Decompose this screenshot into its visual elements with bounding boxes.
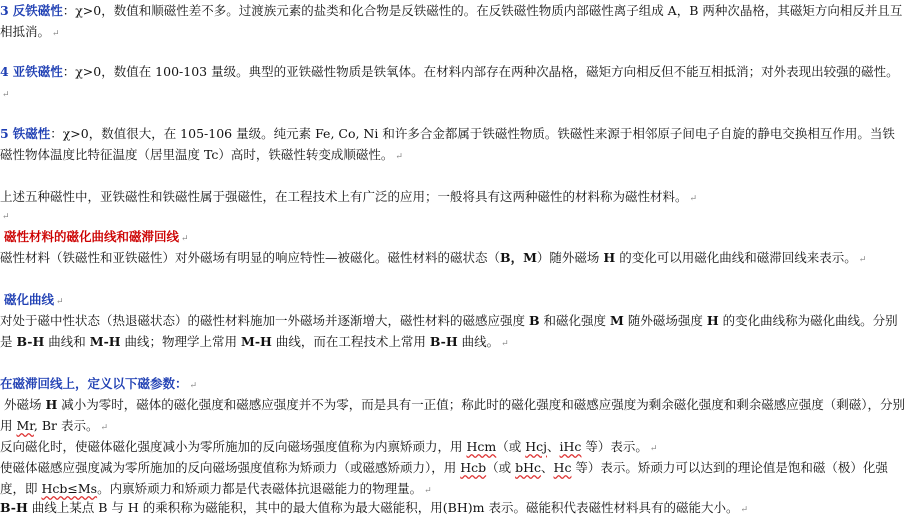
paragraph-mark: ↵ xyxy=(2,90,10,100)
mh-curve-label: M-H xyxy=(241,334,272,349)
coercivity-inequality: Hcb≤Ms xyxy=(41,481,98,496)
paragraph-mark: ↵ xyxy=(52,29,60,39)
curve-text-a: 对处于磁中性状态（热退磁状态）的磁性材料施加一外磁场并逐渐增大，磁性材料的磁感应强度 xyxy=(0,313,529,328)
symbol-hcm: Hcm xyxy=(466,439,497,454)
paragraph-mark: ↵ xyxy=(189,381,198,391)
mh-curve-label: M-H xyxy=(89,334,121,349)
intro-h: H xyxy=(603,250,616,265)
paragraph-mark: ↵ xyxy=(689,194,698,204)
paragraph-text: ：χ>0，数值很大，在 105-106 量级。纯元素 Fe, Co, Ni 和许多合金都属于铁磁性物质。铁磁性来源于相邻原子间电子自旋的静电交换相互作用。当铁磁性物体温度比特征温度（居里温度 Tc）高时，铁磁性转变成顺磁性。 xyxy=(0,126,895,162)
bh-curve-label: B-H xyxy=(429,334,458,349)
term-ferromagnetism: 铁磁性 xyxy=(12,126,51,141)
bh-curve-label: B-H xyxy=(16,334,45,349)
subsection-heading: 磁化曲线 xyxy=(4,292,55,307)
hys2-text-b: （或 xyxy=(496,439,526,454)
symbol-bhm: (BH)m xyxy=(442,500,485,515)
paragraph-summary xyxy=(0,186,906,210)
symbol-mr: Mr xyxy=(16,418,34,433)
curve-text-g: 曲线，而在工程技术上常用 xyxy=(271,334,430,349)
paragraph-antiferromagnetism xyxy=(0,0,906,45)
subsection-heading: 在磁滞回线上，定义以下磁参数： xyxy=(0,376,188,391)
paragraph-mark: ↵ xyxy=(181,234,189,244)
symbol-b: B xyxy=(528,313,540,328)
hys2-text-d: 等）表示。 xyxy=(581,439,648,454)
curve-text-f: 曲线；物理学上常用 xyxy=(120,334,242,349)
paragraph-mark: ↵ xyxy=(858,255,867,265)
hys1-text-c: , Br 表示。 xyxy=(33,418,99,433)
symbol-ihc: iHc xyxy=(559,439,582,454)
curve-text-h: 曲线。 xyxy=(457,334,500,349)
symbol-hcb: Hcb xyxy=(460,460,487,475)
hys2-text-a: 反向磁化时，使磁体磁化强度减小为零所施加的反向磁场强度值称为内禀矫顽力，用 xyxy=(0,439,467,454)
empty-paragraph xyxy=(0,208,906,224)
hys3-text-d: 等）表示。矫顽力可以达到的理论值是饱和磁（极）化强度，即 xyxy=(0,460,888,496)
paragraph-text: ：χ>0，数值在 100-103 量级。典型的亚铁磁性物质是铁氧体。在材料内部存在两种次晶格，磁矩方向相反但不能互相抵消；对外表现出较强的磁性。 xyxy=(62,64,899,79)
intro-text-b: ）随外磁场 xyxy=(536,250,604,265)
intro-bm: B，M xyxy=(500,250,537,265)
hys1-text-b: 减小为零时，磁体的磁化强度和磁感应强度并不为零，而是具有一正值；称此时的磁化强度和磁感应强度为剩余磁化强度和剩余磁感应强度（剩磁），分别用 xyxy=(0,397,906,433)
symbol-m: M xyxy=(610,313,624,328)
paragraph-remanence xyxy=(0,394,906,439)
item-number: 4 xyxy=(0,64,9,79)
paragraph-mark: ↵ xyxy=(395,152,403,162)
term-antiferromagnetism: 反铁磁性 xyxy=(12,3,63,18)
hys2-text-c: 、 xyxy=(547,439,560,454)
symbol-hc: Hc xyxy=(553,460,572,475)
paragraph-mark: ↵ xyxy=(2,212,10,222)
intro-text-a: 磁性材料（铁磁性和亚铁磁性）对外磁场有明显的响应特性—被磁化。磁性材料的磁状态（ xyxy=(0,250,501,265)
symbol-hcj: Hcj xyxy=(525,439,548,454)
term-ferrimagnetism: 亚铁磁性 xyxy=(12,64,63,79)
symbol-h: H xyxy=(706,313,719,328)
intro-text-c: 的变化可以用磁化曲线和磁滞回线来表示。 xyxy=(615,250,857,265)
hys3-text-e: 。内禀矫顽力和矫顽力都是代表磁体抗退磁能力的物理量。 xyxy=(97,481,423,496)
curve-text-e: 曲线和 xyxy=(44,334,90,349)
paragraph-intro xyxy=(0,247,906,271)
hys3-text-a: 使磁体磁感应强度减为零所施加的反向磁场强度值称为矫顽力（或磁感矫顽力），用 xyxy=(0,460,461,475)
paragraph-energy-product xyxy=(0,497,906,521)
paragraph-coercivity xyxy=(0,457,906,502)
curve-text-c: 随外磁场强度 xyxy=(623,313,707,328)
paragraph-mark: ↵ xyxy=(56,297,64,307)
paragraph-mark: ↵ xyxy=(100,423,109,433)
paragraph-mark: ↵ xyxy=(649,444,658,454)
paragraph-mark: ↵ xyxy=(740,505,748,515)
item-number: 3 xyxy=(0,3,9,18)
paragraph-ferromagnetism xyxy=(0,123,906,168)
hys4-text-b: 表示。磁能积代表磁性材料具有的磁能大小。 xyxy=(484,500,739,515)
summary-text: 上述五种磁性中，亚铁磁性和铁磁性属于强磁性，在工程技术上有广泛的应用；一般将具有这两种磁性的材料称为磁性材料。 xyxy=(0,189,688,204)
curve-text-d: 的变化曲线称为磁化曲线。分别是 xyxy=(0,313,898,349)
hys3-text-c: 、 xyxy=(541,460,554,475)
paragraph-mark: ↵ xyxy=(424,486,432,496)
symbol-h: H xyxy=(45,397,58,412)
section-heading: 磁性材料的磁化曲线和磁滞回线 xyxy=(4,229,180,244)
hys3-text-b: （或 xyxy=(486,460,516,475)
paragraph-ferrimagnetism xyxy=(0,61,906,106)
paragraph-mark: ↵ xyxy=(501,339,509,349)
curve-text-b: 和磁化强度 xyxy=(539,313,611,328)
symbol-bhc: bHc xyxy=(515,460,542,475)
paragraph-magnetization-curve xyxy=(0,310,906,355)
paragraph-text: ：χ>0，数值和顺磁性差不多。过渡族元素的盐类和化合物是反铁磁性的。在反铁磁性物质内部磁性离子组成 A，B 两种次晶格，其磁矩方向相反并且互相抵消。 xyxy=(0,3,903,39)
hys4-text-a: 曲线上某点 B 与 H 的乘积称为磁能积，其中的最大值称为最大磁能积，用 xyxy=(27,500,443,515)
bh-curve-label: B-H xyxy=(0,500,28,515)
item-number: 5 xyxy=(0,126,9,141)
hys1-text-a: 外磁场 xyxy=(4,397,46,412)
